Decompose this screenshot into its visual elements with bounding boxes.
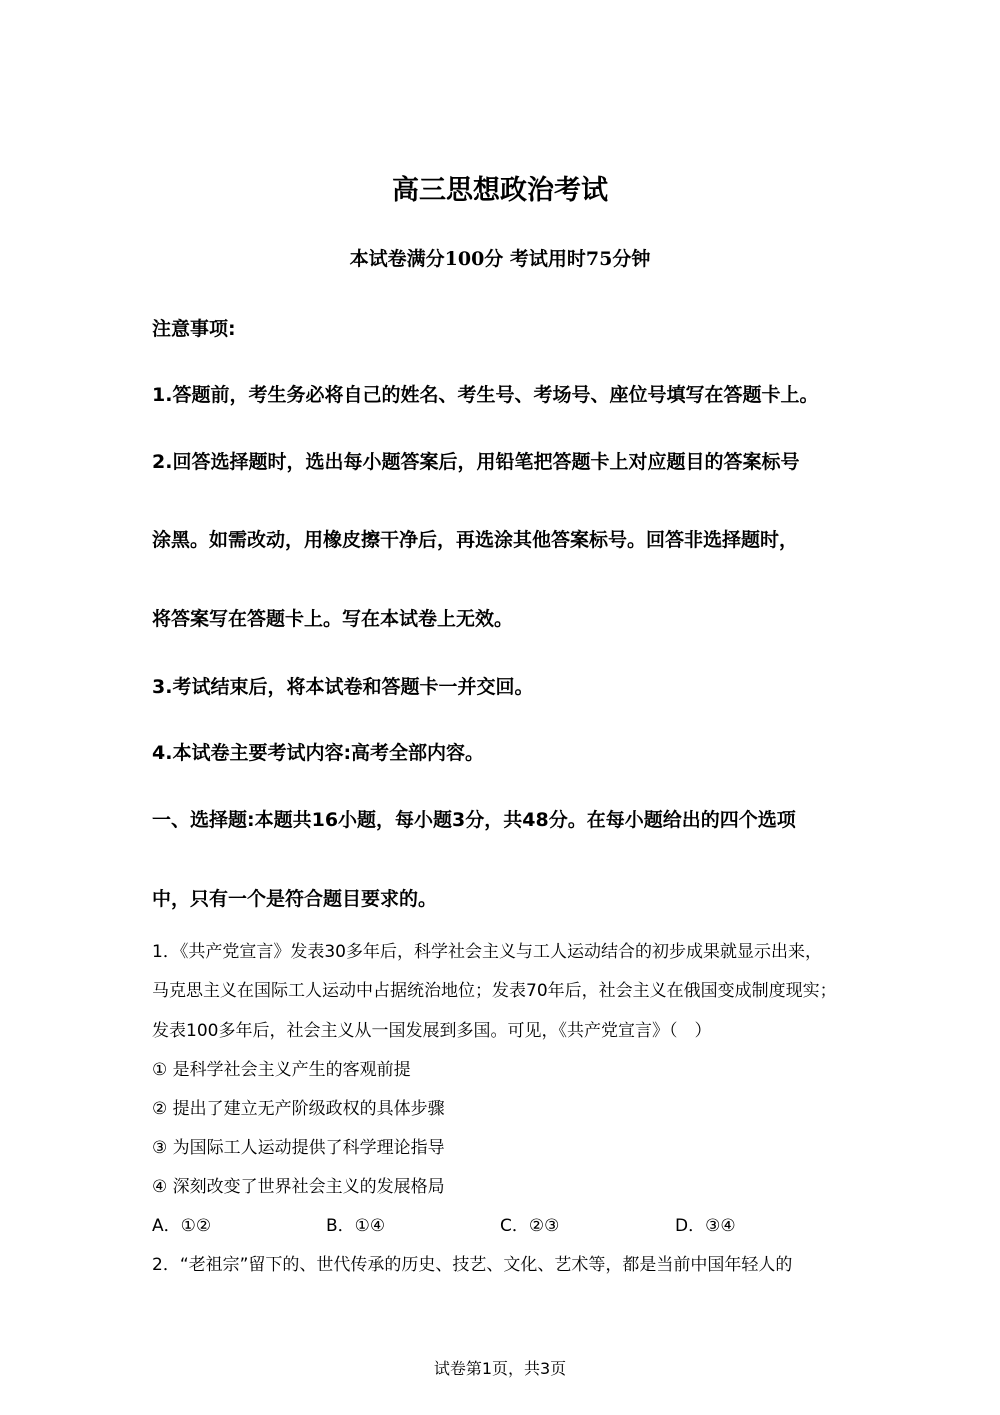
- question-2-stem: 2．“老祖宗”留下的、世代传承的历史、技艺、文化、艺术等，都是当前中国年轻人的: [152, 1255, 793, 1275]
- notice-line: 3.考试结束后，将本试卷和答题卡一并交回。: [152, 676, 534, 698]
- question-1-stem: 马克思主义在国际工人运动中占据统治地位；发表70年后，社会主义在俄国变成制度现实；: [152, 981, 837, 1001]
- question-1-stem: 1．《共产党宣言》发表30多年后，科学社会主义与工人运动结合的初步成果就显示出来，: [152, 942, 822, 962]
- notice-line: 2.回答选择题时，选出每小题答案后，用铅笔把答题卡上对应题目的答案标号: [152, 451, 800, 473]
- option-b[interactable]: B．①④: [326, 1216, 386, 1236]
- option-d[interactable]: D．③④: [675, 1216, 736, 1236]
- question-1-item: ① 是科学社会主义产生的客观前提: [152, 1060, 411, 1080]
- notice-line: 4.本试卷主要考试内容:高考全部内容。: [152, 742, 485, 764]
- option-c[interactable]: C．②③: [500, 1216, 560, 1236]
- notice-line: 涂黑。如需改动，用橡皮擦干净后，再选涂其他答案标号。回答非选择题时，: [152, 529, 799, 551]
- section-heading: 中，只有一个是符合题目要求的。: [152, 888, 438, 910]
- notice-heading: 注意事项:: [152, 318, 236, 340]
- page-footer: 试卷第1页，共3页: [433, 1359, 567, 1378]
- notice-line: 1.答题前，考生务必将自己的姓名、考生号、考场号、座位号填写在答题卡上。: [152, 384, 819, 406]
- question-1-item: ④ 深刻改变了世界社会主义的发展格局: [152, 1177, 445, 1197]
- section-heading: 一、选择题:本题共16小题，每小题3分，共48分。在每小题给出的四个选项: [152, 809, 796, 831]
- option-a[interactable]: A．①②: [152, 1216, 212, 1236]
- exam-info: 本试卷满分100分 考试用时75分钟: [349, 248, 651, 270]
- question-1-item: ② 提出了建立无产阶级政权的具体步骤: [152, 1099, 445, 1119]
- page-title: 高三思想政治考试: [392, 175, 608, 206]
- notice-line: 将答案写在答题卡上。写在本试卷上无效。: [152, 608, 514, 630]
- question-1-item: ③ 为国际工人运动提供了科学理论指导: [152, 1138, 445, 1158]
- question-1-stem: 发表100多年后，社会主义从一国发展到多国。可见，《共产党宣言》（ ）: [152, 1021, 712, 1041]
